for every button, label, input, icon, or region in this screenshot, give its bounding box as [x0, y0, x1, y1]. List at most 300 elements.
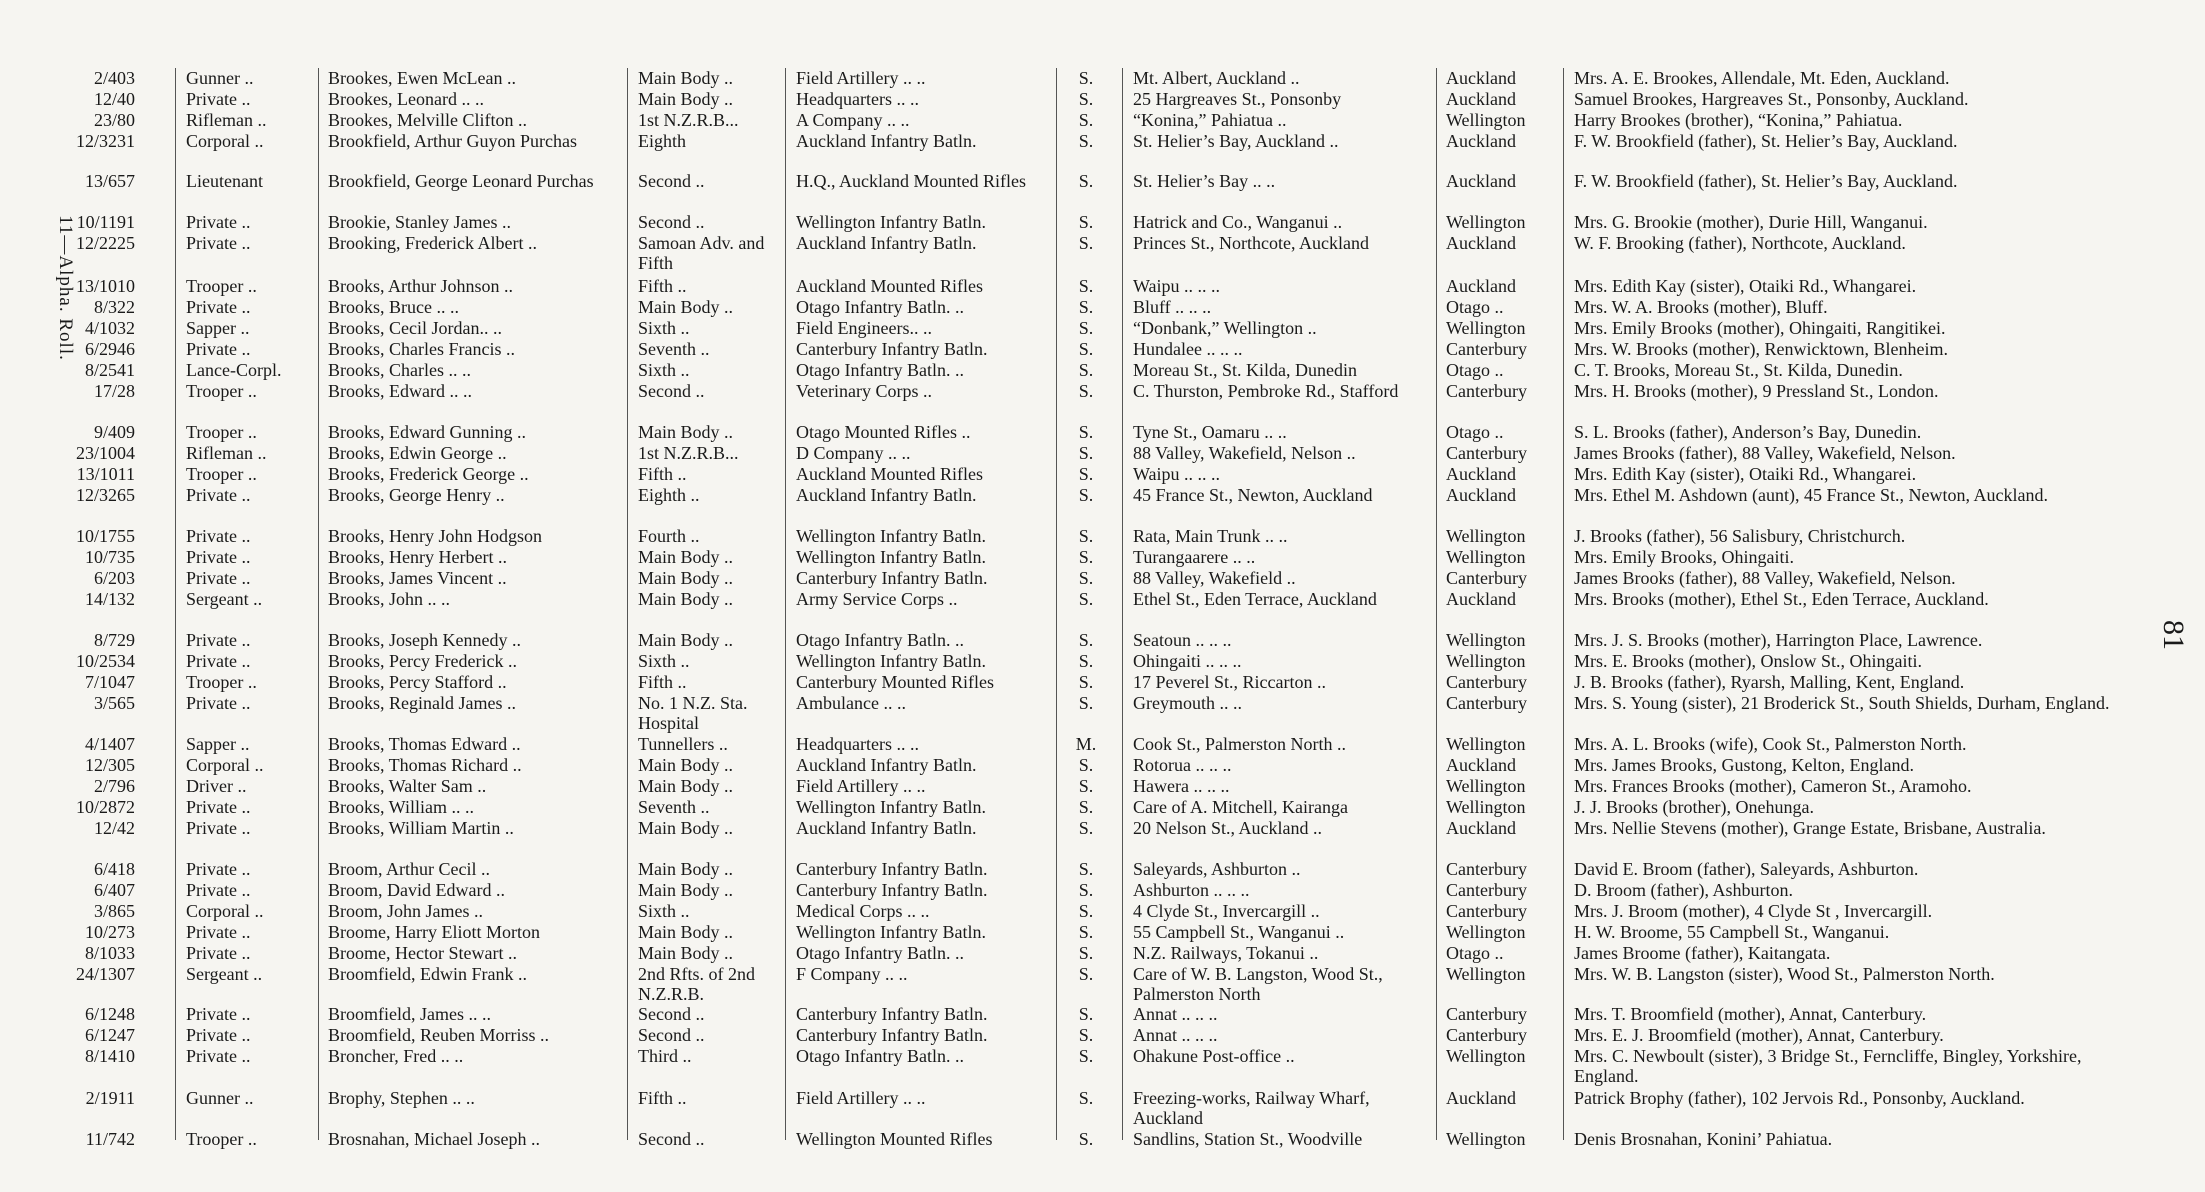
cell-draft: Sixth .. — [638, 360, 690, 380]
cell-status: S. — [1078, 276, 1094, 296]
cell-rank: Trooper .. — [186, 672, 257, 692]
cell-unit: Army Service Corps .. — [796, 589, 958, 609]
cell-town: Canterbury — [1446, 1004, 1527, 1024]
cell-draft: Sixth .. — [638, 901, 690, 921]
cell-town: Otago .. — [1446, 360, 1504, 380]
cell-rank: Gunner .. — [186, 68, 254, 88]
cell-draft: Main Body .. — [638, 776, 734, 796]
cell-kin: C. T. Brooks, Moreau St., St. Kilda, Dunedin. — [1574, 360, 1903, 380]
cell-status: S. — [1078, 110, 1094, 130]
cell-num: 4/1407 — [84, 734, 135, 754]
cell-draft: Seventh .. — [638, 797, 710, 817]
cell-num: 13/1011 — [76, 464, 135, 484]
cell-name: Broome, Hector Stewart .. — [328, 943, 517, 963]
cell-num: 2/1911 — [85, 1088, 135, 1108]
column-rule — [1563, 68, 1564, 1140]
cell-name: Brooks, Henry Herbert .. — [328, 547, 507, 567]
cell-unit: Otago Infantry Batln. .. — [796, 1046, 964, 1066]
cell-rank: Rifleman .. — [186, 110, 267, 130]
cell-kin: F. W. Brookfield (father), St. Helier’s Bay, Auckland. — [1574, 131, 1958, 151]
cell-unit: Otago Infantry Batln. .. — [796, 943, 964, 963]
cell-num: 8/1410 — [84, 1046, 135, 1066]
cell-rank: Private .. — [186, 233, 251, 253]
cell-town: Canterbury — [1446, 443, 1527, 463]
cell-town: Wellington — [1446, 318, 1526, 338]
cell-rank: Sergeant .. — [186, 589, 263, 609]
cell-unit: Field Engineers.. .. — [796, 318, 932, 338]
cell-address: Seatoun .. .. .. — [1133, 630, 1232, 650]
cell-address: Saleyards, Ashburton .. — [1133, 859, 1301, 879]
cell-rank: Corporal .. — [186, 755, 264, 775]
cell-num: 13/1010 — [75, 276, 135, 296]
cell-address: 45 France St., Newton, Auckland — [1133, 485, 1373, 505]
cell-draft: Second .. — [638, 1004, 705, 1024]
cell-draft: 2nd Rfts. of 2nd N.Z.R.B. — [638, 964, 755, 1004]
cell-address: Care of W. B. Langston, Wood St., Palmerston North — [1133, 964, 1383, 1004]
cell-name: Brooks, Bruce .. .. — [328, 297, 459, 317]
cell-kin: Mrs. W. Brooks (mother), Renwicktown, Blenheim. — [1574, 339, 1948, 359]
cell-unit: Canterbury Mounted Rifles — [796, 672, 994, 692]
cell-name: Brooks, Arthur Johnson .. — [328, 276, 514, 296]
cell-unit: Auckland Mounted Rifles — [796, 276, 983, 296]
cell-status: S. — [1078, 880, 1094, 900]
cell-unit: Auckland Infantry Batln. — [796, 485, 977, 505]
cell-status: S. — [1078, 1025, 1094, 1045]
cell-rank: Private .. — [186, 651, 251, 671]
cell-name: Brookie, Stanley James .. — [328, 212, 511, 232]
cell-status: S. — [1078, 672, 1094, 692]
cell-draft: Main Body .. — [638, 547, 734, 567]
cell-draft: Main Body .. — [638, 922, 734, 942]
cell-draft: Main Body .. — [638, 880, 734, 900]
cell-num: 10/735 — [84, 547, 135, 567]
cell-rank: Private .. — [186, 485, 251, 505]
cell-address: “Konina,” Pahiatua .. — [1133, 110, 1287, 130]
cell-town: Auckland — [1446, 818, 1516, 838]
cell-num: 6/407 — [93, 880, 135, 900]
cell-status: M. — [1075, 734, 1097, 754]
cell-name: Broomfield, James .. .. — [328, 1004, 491, 1024]
cell-kin: S. L. Brooks (father), Anderson’s Bay, Dunedin. — [1574, 422, 1922, 442]
column-rule — [1056, 68, 1057, 1140]
cell-status: S. — [1078, 485, 1094, 505]
cell-address: Turangaarere .. .. — [1133, 547, 1256, 567]
cell-address: “Donbank,” Wellington .. — [1133, 318, 1317, 338]
cell-rank: Private .. — [186, 339, 251, 359]
cell-name: Brooks, Percy Frederick .. — [328, 651, 517, 671]
column-rule — [175, 68, 176, 1140]
cell-unit: D Company .. .. — [796, 443, 911, 463]
cell-town: Auckland — [1446, 89, 1516, 109]
cell-address: 20 Nelson St., Auckland .. — [1133, 818, 1322, 838]
cell-address: Ohingaiti .. .. .. — [1133, 651, 1242, 671]
cell-draft: 1st N.Z.R.B... — [638, 110, 739, 130]
cell-rank: Rifleman .. — [186, 443, 267, 463]
cell-unit: A Company .. .. — [796, 110, 910, 130]
cell-town: Auckland — [1446, 755, 1516, 775]
cell-num: 17/28 — [93, 381, 135, 401]
cell-draft: Fifth .. — [638, 1088, 687, 1108]
cell-name: Brooks, James Vincent .. — [328, 568, 507, 588]
cell-draft: Third .. — [638, 1046, 692, 1066]
cell-address: Hundalee .. .. .. — [1133, 339, 1243, 359]
cell-status: S. — [1078, 360, 1094, 380]
cell-name: Brooks, Charles .. .. — [328, 360, 471, 380]
cell-address: Ohakune Post-office .. — [1133, 1046, 1295, 1066]
cell-name: Brookfield, Arthur Guyon Purchas — [328, 131, 577, 151]
cell-status: S. — [1078, 89, 1094, 109]
cell-kin: Mrs. Ethel M. Ashdown (aunt), 45 France St., Newton, Auckland. — [1574, 485, 2048, 505]
cell-town: Auckland — [1446, 485, 1516, 505]
cell-rank: Private .. — [186, 859, 251, 879]
cell-unit: Wellington Infantry Batln. — [796, 547, 987, 567]
cell-kin: Mrs. J. Broom (mother), 4 Clyde St , Invercargill. — [1574, 901, 1933, 921]
cell-draft: Second .. — [638, 1025, 705, 1045]
cell-draft: Main Body .. — [638, 859, 734, 879]
cell-kin: J. Brooks (father), 56 Salisbury, Christchurch. — [1574, 526, 1906, 546]
cell-status: S. — [1078, 922, 1094, 942]
cell-town: Wellington — [1446, 630, 1526, 650]
cell-status: S. — [1078, 651, 1094, 671]
cell-unit: Medical Corps .. .. — [796, 901, 930, 921]
cell-unit: Headquarters .. .. — [796, 734, 919, 754]
cell-rank: Private .. — [186, 568, 251, 588]
cell-status: S. — [1078, 339, 1094, 359]
cell-kin: D. Broom (father), Ashburton. — [1574, 880, 1793, 900]
cell-draft: Main Body .. — [638, 589, 734, 609]
cell-draft: Eighth — [638, 131, 686, 151]
cell-town: Wellington — [1446, 110, 1526, 130]
cell-rank: Lieutenant — [186, 171, 263, 191]
cell-town: Wellington — [1446, 922, 1526, 942]
cell-num: 12/40 — [93, 89, 135, 109]
cell-status: S. — [1078, 212, 1094, 232]
cell-town: Wellington — [1446, 776, 1526, 796]
cell-rank: Trooper .. — [186, 1129, 257, 1149]
cell-address: C. Thurston, Pembroke Rd., Stafford — [1133, 381, 1399, 401]
cell-town: Canterbury — [1446, 693, 1527, 713]
cell-rank: Private .. — [186, 89, 251, 109]
cell-unit: Wellington Infantry Batln. — [796, 922, 987, 942]
cell-status: S. — [1078, 547, 1094, 567]
cell-draft: Eighth .. — [638, 485, 700, 505]
cell-num: 10/2872 — [75, 797, 135, 817]
cell-unit: Canterbury Infantry Batln. — [796, 859, 988, 879]
cell-town: Canterbury — [1446, 672, 1527, 692]
cell-status: S. — [1078, 443, 1094, 463]
cell-kin: James Brooks (father), 88 Valley, Wakefield, Nelson. — [1574, 443, 1956, 463]
cell-rank: Private .. — [186, 818, 251, 838]
cell-rank: Trooper .. — [186, 464, 257, 484]
cell-kin: Mrs. S. Young (sister), 21 Broderick St., South Shields, Durham, England. — [1574, 693, 2110, 713]
cell-num: 4/1032 — [84, 318, 135, 338]
cell-unit: Wellington Infantry Batln. — [796, 651, 987, 671]
cell-address: Rata, Main Trunk .. .. — [1133, 526, 1288, 546]
cell-unit: Canterbury Infantry Batln. — [796, 339, 988, 359]
cell-kin: Mrs. J. S. Brooks (mother), Harrington Place, Lawrence. — [1574, 630, 1983, 650]
cell-status: S. — [1078, 464, 1094, 484]
cell-rank: Private .. — [186, 797, 251, 817]
cell-kin: Harry Brookes (brother), “Konina,” Pahiatua. — [1574, 110, 1903, 130]
cell-status: S. — [1078, 797, 1094, 817]
cell-status: S. — [1078, 131, 1094, 151]
cell-town: Wellington — [1446, 797, 1526, 817]
cell-status: S. — [1078, 422, 1094, 442]
cell-num: 12/305 — [84, 755, 135, 775]
cell-name: Brophy, Stephen .. .. — [328, 1088, 475, 1108]
cell-town: Auckland — [1446, 589, 1516, 609]
cell-unit: Otago Mounted Rifles .. — [796, 422, 971, 442]
cell-kin: Mrs. Brooks (mother), Ethel St., Eden Terrace, Auckland. — [1574, 589, 1989, 609]
cell-rank: Trooper .. — [186, 381, 257, 401]
cell-name: Broom, Arthur Cecil .. — [328, 859, 490, 879]
cell-rank: Private .. — [186, 1025, 251, 1045]
cell-status: S. — [1078, 233, 1094, 253]
cell-kin: Mrs. C. Newboult (sister), 3 Bridge St., Ferncliffe, Bingley, Yorkshire, England. — [1574, 1046, 2082, 1086]
cell-draft: Main Body .. — [638, 568, 734, 588]
cell-num: 14/132 — [84, 589, 135, 609]
cell-kin: Mrs. Emily Brooks, Ohingaiti. — [1574, 547, 1794, 567]
cell-rank: Private .. — [186, 943, 251, 963]
cell-status: S. — [1078, 755, 1094, 775]
cell-num: 10/1191 — [76, 212, 135, 232]
cell-rank: Sapper .. — [186, 734, 250, 754]
cell-num: 23/1004 — [75, 443, 135, 463]
cell-name: Brooks, William Martin .. — [328, 818, 514, 838]
cell-status: S. — [1078, 859, 1094, 879]
cell-name: Brooks, George Henry .. — [328, 485, 505, 505]
cell-address: St. Helier’s Bay .. .. — [1133, 171, 1276, 191]
cell-name: Brooks, Joseph Kennedy .. — [328, 630, 521, 650]
cell-draft: Second .. — [638, 1129, 705, 1149]
cell-num: 3/865 — [93, 901, 135, 921]
cell-address: Moreau St., St. Kilda, Dunedin — [1133, 360, 1357, 380]
cell-num: 6/2946 — [84, 339, 135, 359]
cell-unit: Field Artillery .. .. — [796, 1088, 926, 1108]
cell-num: 8/729 — [93, 630, 135, 650]
cell-draft: Main Body .. — [638, 68, 734, 88]
cell-draft: Seventh .. — [638, 339, 710, 359]
cell-kin: Mrs. Frances Brooks (mother), Cameron St., Aramoho. — [1574, 776, 1972, 796]
cell-town: Canterbury — [1446, 859, 1527, 879]
cell-town: Wellington — [1446, 212, 1526, 232]
cell-draft: Main Body .. — [638, 630, 734, 650]
cell-draft: Main Body .. — [638, 818, 734, 838]
cell-num: 12/2225 — [75, 233, 135, 253]
cell-status: S. — [1078, 318, 1094, 338]
cell-draft: Second .. — [638, 212, 705, 232]
cell-address: Princes St., Northcote, Auckland — [1133, 233, 1369, 253]
cell-kin: Denis Brosnahan, Konini’ Pahiatua. — [1574, 1129, 1833, 1149]
cell-status: S. — [1078, 568, 1094, 588]
cell-name: Brooks, Thomas Edward .. — [328, 734, 521, 754]
cell-num: 7/1047 — [84, 672, 135, 692]
cell-rank: Private .. — [186, 880, 251, 900]
cell-status: S. — [1078, 1004, 1094, 1024]
cell-draft: Main Body .. — [638, 943, 734, 963]
cell-address: Bluff .. .. .. — [1133, 297, 1212, 317]
cell-rank: Corporal .. — [186, 131, 264, 151]
cell-status: S. — [1078, 776, 1094, 796]
cell-name: Broome, Harry Eliott Morton — [328, 922, 540, 942]
cell-unit: Field Artillery .. .. — [796, 68, 926, 88]
cell-address: Sandlins, Station St., Woodville — [1133, 1129, 1363, 1149]
cell-kin: Mrs. E. Brooks (mother), Onslow St., Ohingaiti. — [1574, 651, 1922, 671]
cell-rank: Private .. — [186, 693, 251, 713]
cell-unit: Canterbury Infantry Batln. — [796, 880, 988, 900]
cell-draft: Sixth .. — [638, 651, 690, 671]
cell-rank: Trooper .. — [186, 276, 257, 296]
cell-num: 23/80 — [93, 110, 135, 130]
cell-kin: Patrick Brophy (father), 102 Jervois Rd., Ponsonby, Auckland. — [1574, 1088, 2025, 1108]
cell-rank: Corporal .. — [186, 901, 264, 921]
cell-town: Otago .. — [1446, 297, 1504, 317]
cell-draft: No. 1 N.Z. Sta. Hospital — [638, 693, 748, 733]
cell-draft: Main Body .. — [638, 422, 734, 442]
cell-kin: W. F. Brooking (father), Northcote, Auckland. — [1574, 233, 1906, 253]
cell-town: Otago .. — [1446, 422, 1504, 442]
cell-town: Wellington — [1446, 526, 1526, 546]
cell-town: Auckland — [1446, 171, 1516, 191]
cell-kin: Mrs. W. B. Langston (sister), Wood St., Palmerston North. — [1574, 964, 1995, 984]
cell-address: Annat .. .. .. — [1133, 1025, 1218, 1045]
cell-kin: David E. Broom (father), Saleyards, Ashburton. — [1574, 859, 1919, 879]
cell-num: 12/3265 — [75, 485, 135, 505]
cell-status: S. — [1078, 964, 1094, 984]
cell-name: Brosnahan, Michael Joseph .. — [328, 1129, 540, 1149]
cell-kin: Mrs. Edith Kay (sister), Otaiki Rd., Whangarei. — [1574, 276, 1917, 296]
cell-rank: Private .. — [186, 526, 251, 546]
cell-unit: Wellington Infantry Batln. — [796, 212, 987, 232]
cell-draft: Samoan Adv. and Fifth — [638, 233, 765, 273]
cell-name: Brooks, Edward .. .. — [328, 381, 472, 401]
cell-town: Canterbury — [1446, 880, 1527, 900]
cell-kin: Samuel Brookes, Hargreaves St., Ponsonby, Auckland. — [1574, 89, 1969, 109]
cell-kin: James Broome (father), Kaitangata. — [1574, 943, 1831, 963]
cell-draft: Main Body .. — [638, 297, 734, 317]
cell-unit: Veterinary Corps .. — [796, 381, 932, 401]
cell-unit: H.Q., Auckland Mounted Rifles — [796, 171, 1026, 191]
cell-name: Brooks, Walter Sam .. — [328, 776, 487, 796]
cell-kin: Mrs. H. Brooks (mother), 9 Pressland St., London. — [1574, 381, 1939, 401]
cell-kin: F. W. Brookfield (father), St. Helier’s Bay, Auckland. — [1574, 171, 1958, 191]
cell-num: 3/565 — [93, 693, 135, 713]
cell-draft: Fifth .. — [638, 672, 687, 692]
cell-status: S. — [1078, 68, 1094, 88]
cell-num: 2/796 — [93, 776, 135, 796]
cell-kin: James Brooks (father), 88 Valley, Wakefield, Nelson. — [1574, 568, 1956, 588]
cell-num: 8/1033 — [84, 943, 135, 963]
cell-town: Wellington — [1446, 651, 1526, 671]
cell-address: 88 Valley, Wakefield .. — [1133, 568, 1296, 588]
cell-rank: Private .. — [186, 1046, 251, 1066]
cell-town: Wellington — [1446, 547, 1526, 567]
cell-kin: J. B. Brooks (father), Ryarsh, Malling, Kent, England. — [1574, 672, 1965, 692]
cell-name: Brooks, Henry John Hodgson — [328, 526, 542, 546]
cell-address: Care of A. Mitchell, Kairanga — [1133, 797, 1348, 817]
cell-status: S. — [1078, 1046, 1094, 1066]
cell-rank: Private .. — [186, 297, 251, 317]
cell-status: S. — [1078, 630, 1094, 650]
cell-num: 10/273 — [84, 922, 135, 942]
cell-name: Brooks, Percy Stafford .. — [328, 672, 507, 692]
cell-num: 6/1248 — [84, 1004, 135, 1024]
cell-status: S. — [1078, 589, 1094, 609]
cell-town: Otago .. — [1446, 943, 1504, 963]
cell-status: S. — [1078, 171, 1094, 191]
margin-label-text: 11—Alpha. Roll. — [55, 215, 76, 361]
column-rule — [1436, 68, 1437, 1140]
cell-num: 24/1307 — [75, 964, 135, 984]
cell-unit: Headquarters .. .. — [796, 89, 919, 109]
cell-num: 6/203 — [93, 568, 135, 588]
cell-address: 4 Clyde St., Invercargill .. — [1133, 901, 1320, 921]
cell-draft: Second .. — [638, 171, 705, 191]
cell-unit: Auckland Infantry Batln. — [796, 131, 977, 151]
cell-rank: Private .. — [186, 1004, 251, 1024]
cell-status: S. — [1078, 901, 1094, 921]
cell-status: S. — [1078, 297, 1094, 317]
cell-name: Broom, John James .. — [328, 901, 483, 921]
cell-address: Mt. Albert, Auckland .. — [1133, 68, 1300, 88]
cell-num: 8/2541 — [84, 360, 135, 380]
cell-rank: Private .. — [186, 547, 251, 567]
cell-rank: Trooper .. — [186, 422, 257, 442]
cell-name: Brooks, Frederick George .. — [328, 464, 529, 484]
cell-unit: Field Artillery .. .. — [796, 776, 926, 796]
cell-address: 88 Valley, Wakefield, Nelson .. — [1133, 443, 1356, 463]
cell-name: Brooks, Reginald James .. — [328, 693, 516, 713]
cell-town: Canterbury — [1446, 1025, 1527, 1045]
cell-rank: Driver .. — [186, 776, 247, 796]
cell-name: Broomfield, Edwin Frank .. — [328, 964, 527, 984]
cell-name: Broomfield, Reuben Morriss .. — [328, 1025, 549, 1045]
cell-unit: Ambulance .. .. — [796, 693, 906, 713]
cell-address: Ethel St., Eden Terrace, Auckland — [1133, 589, 1377, 609]
cell-town: Wellington — [1446, 1129, 1526, 1149]
cell-kin: H. W. Broome, 55 Campbell St., Wanganui. — [1574, 922, 1890, 942]
cell-address: Hawera .. .. .. — [1133, 776, 1230, 796]
cell-unit: Canterbury Infantry Batln. — [796, 1025, 988, 1045]
cell-kin: Mrs. W. A. Brooks (mother), Bluff. — [1574, 297, 1828, 317]
cell-name: Brooks, Thomas Richard .. — [328, 755, 522, 775]
cell-status: S. — [1078, 943, 1094, 963]
cell-num: 9/409 — [93, 422, 135, 442]
cell-town: Auckland — [1446, 464, 1516, 484]
cell-num: 12/42 — [93, 818, 135, 838]
cell-rank: Private .. — [186, 922, 251, 942]
cell-address: Freezing-works, Railway Wharf, Auckland — [1133, 1088, 1370, 1128]
cell-address: Ashburton .. .. .. — [1133, 880, 1250, 900]
cell-num: 11/742 — [85, 1129, 135, 1149]
cell-draft: Fourth .. — [638, 526, 700, 546]
cell-unit: Otago Infantry Batln. .. — [796, 297, 964, 317]
cell-name: Broncher, Fred .. .. — [328, 1046, 464, 1066]
cell-num: 6/1247 — [84, 1025, 135, 1045]
cell-kin: Mrs. A. E. Brookes, Allendale, Mt. Eden, Auckland. — [1574, 68, 1950, 88]
cell-name: Brookes, Melville Clifton .. — [328, 110, 527, 130]
cell-draft: Fifth .. — [638, 464, 687, 484]
cell-rank: Gunner .. — [186, 1088, 254, 1108]
cell-name: Brooks, John .. .. — [328, 589, 451, 609]
cell-unit: Otago Infantry Batln. .. — [796, 630, 964, 650]
cell-name: Brookfield, George Leonard Purchas — [328, 171, 594, 191]
cell-town: Auckland — [1446, 131, 1516, 151]
cell-status: S. — [1078, 381, 1094, 401]
cell-status: S. — [1078, 1129, 1094, 1149]
cell-name: Brookes, Ewen McLean .. — [328, 68, 516, 88]
cell-name: Brooks, William .. .. — [328, 797, 474, 817]
